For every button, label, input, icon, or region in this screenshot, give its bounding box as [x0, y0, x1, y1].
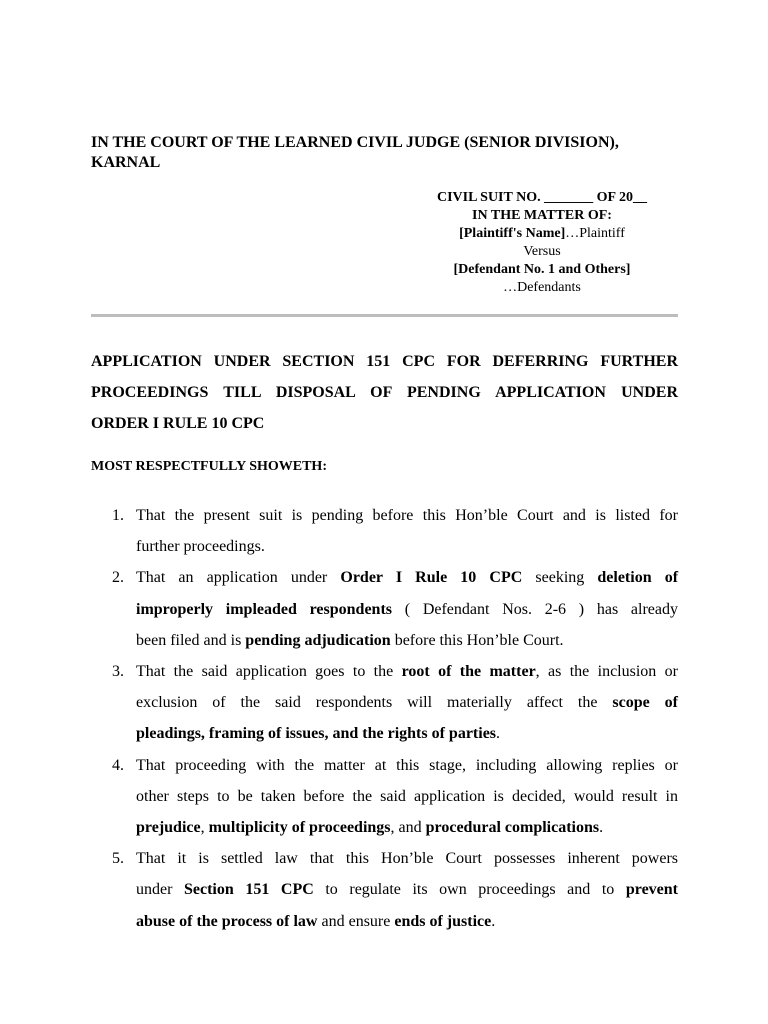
- emphasis-text: ends of justice: [394, 912, 492, 930]
- paragraph-2: [91, 562, 678, 656]
- body-text: That the present suit is pending before this Hon’ble Court and is listed for: [136, 507, 678, 524]
- section-divider: [91, 314, 678, 317]
- body-text: .: [599, 819, 604, 837]
- defendant-role: …Defendants: [503, 280, 581, 295]
- showeth-heading: MOST RESPECTFULLY SHOWETH:: [91, 459, 327, 474]
- body-text: further proceedings.: [136, 538, 265, 556]
- application-title-line: PROCEEDINGS TILL DISPOSAL OF PENDING APPLICATION UNDER: [91, 384, 678, 401]
- emphasis-text: pleadings, framing of issues, and the rights of parties: [136, 725, 497, 743]
- body-text: , as the inclusion or: [535, 663, 678, 681]
- body-text: and ensure: [317, 912, 395, 930]
- body-text: .: [491, 912, 496, 930]
- paragraph-line: [136, 874, 678, 905]
- emphasis-text: prejudice: [136, 819, 201, 837]
- court-heading: [91, 133, 678, 173]
- emphasis-text: root of the matter: [401, 663, 536, 681]
- matter-label: IN THE MATTER OF:: [472, 208, 612, 223]
- body-text: That it is settled law that this Hon’ble Court possesses inherent powers: [136, 850, 678, 868]
- emphasis-text: Section 151 CPC: [184, 881, 314, 899]
- paragraph-line: [136, 812, 678, 843]
- paragraph-line: [136, 656, 678, 687]
- versus-label: Versus: [523, 244, 561, 259]
- body-text: .: [496, 725, 501, 743]
- paragraph-number: 1.: [112, 507, 124, 524]
- paragraph-number: 3.: [112, 663, 124, 681]
- emphasis-text: scope of: [612, 694, 678, 712]
- plaintiff-role: …Plaintiff: [565, 226, 625, 241]
- body-text: been filed and is: [136, 631, 246, 649]
- paragraph-number: 2.: [112, 569, 124, 587]
- paragraph-line: [136, 594, 678, 625]
- body-text: before this Hon’ble Court.: [390, 631, 564, 649]
- paragraph-line: [136, 843, 678, 874]
- paragraph-line: [136, 687, 678, 718]
- paragraph-line: [136, 906, 678, 937]
- emphasis-text: Order I Rule 10 CPC: [340, 569, 523, 587]
- application-title-line: APPLICATION UNDER SECTION 151 CPC FOR DEFERRING FURTHER: [91, 353, 678, 370]
- court-heading-line-2: KARNAL: [91, 154, 161, 171]
- paragraph-line: [136, 750, 678, 781]
- paragraph-line: [136, 781, 678, 812]
- document-page: [91, 0, 678, 1024]
- application-title: [91, 346, 678, 439]
- paragraph-1: [91, 500, 678, 562]
- body-text: to regulate its own proceedings and to: [313, 881, 626, 899]
- paragraph-3: [91, 656, 678, 750]
- plaintiff-name: [Plaintiff's Name]: [459, 226, 566, 241]
- paragraph-4: [91, 750, 678, 844]
- emphasis-text: improperly impleaded respondents: [136, 600, 393, 618]
- case-details: [406, 189, 678, 297]
- emphasis-text: multiplicity of proceedings: [208, 819, 391, 837]
- body-text: , and: [390, 819, 426, 837]
- defendant-name: [Defendant No. 1 and Others]: [453, 262, 631, 277]
- body-text: other steps to be taken before the said application is decided, would result in: [136, 787, 678, 805]
- body-text: ,: [200, 819, 209, 837]
- paragraph-line: [136, 500, 678, 531]
- paragraph-number: 4.: [112, 756, 124, 774]
- body-text: seeking: [522, 569, 598, 587]
- body-text: exclusion of the said respondents will materially affect the: [136, 694, 613, 712]
- paragraph-5: [91, 843, 678, 937]
- emphasis-text: abuse of the process of law: [136, 912, 318, 930]
- paragraph-number: 5.: [112, 850, 124, 868]
- plaintiff-line: [406, 225, 678, 243]
- emphasis-text: prevent: [625, 881, 678, 899]
- paragraph-line: [136, 625, 678, 656]
- paragraph-line: [136, 531, 678, 562]
- emphasis-text: procedural complications: [425, 819, 600, 837]
- civil-suit-number: CIVIL SUIT NO. _______ OF 20__: [436, 190, 648, 205]
- body-text: ( Defendant Nos. 2-6 ) has already: [392, 600, 678, 618]
- numbered-paragraphs: [91, 500, 678, 937]
- body-text: under: [136, 881, 184, 899]
- paragraph-line: [136, 562, 678, 593]
- court-heading-line-1: IN THE COURT OF THE LEARNED CIVIL JUDGE (SENIOR DIVISION),: [91, 134, 619, 151]
- body-text: That the said application goes to the: [136, 663, 402, 681]
- emphasis-text: deletion of: [597, 569, 679, 587]
- body-text: That an application under: [136, 569, 341, 587]
- paragraph-line: [136, 718, 678, 749]
- emphasis-text: pending adjudication: [245, 631, 391, 649]
- body-text: That proceeding with the matter at this stage, including allowing replies or: [136, 756, 678, 774]
- application-title-line: ORDER I RULE 10 CPC: [91, 415, 265, 432]
